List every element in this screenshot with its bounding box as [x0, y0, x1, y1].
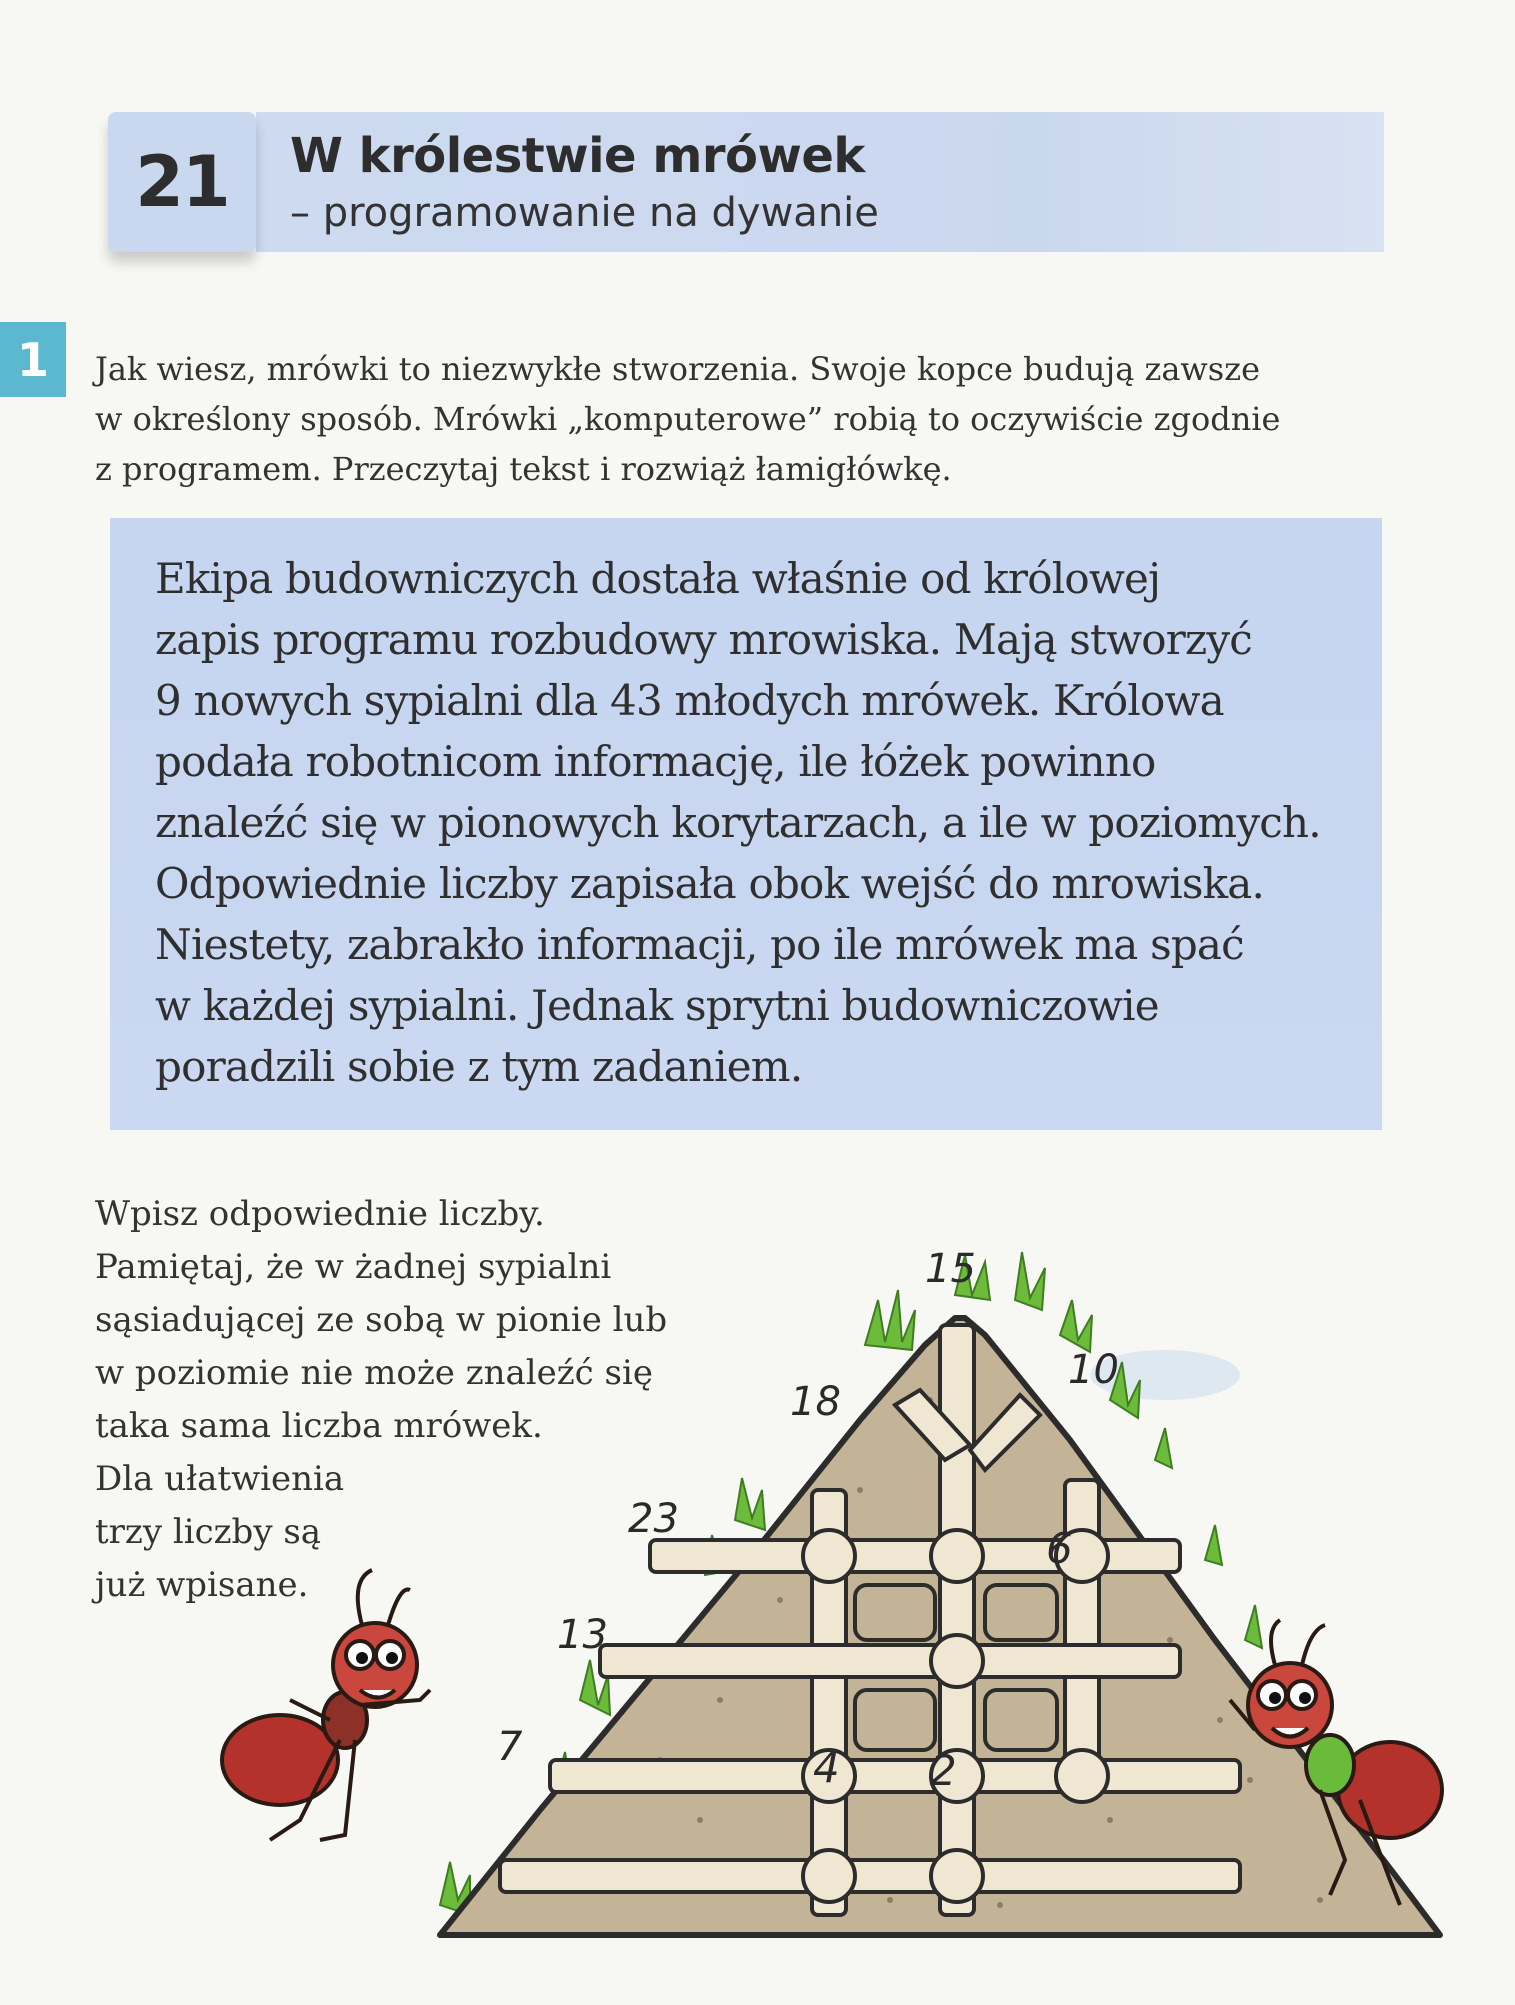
entrance-number-left-4: 7 [497, 1724, 523, 1770]
entrance-number-top: 15 [925, 1246, 976, 1292]
story-line: w każdej sypialni. Jednak sprytni budowniczowie [155, 981, 1159, 1030]
story-line: Niestety, zabrakło informacji, po ile mrówek ma spać [155, 920, 1244, 969]
story-line: poradzili sobie z tym zadaniem. [155, 1042, 803, 1091]
entrance-number-left-3: 13 [557, 1612, 608, 1658]
bedroom-chamber [855, 1690, 935, 1750]
page-title: W królestwie mrówek [290, 128, 865, 184]
entrance-number-left-1: 18 [790, 1379, 841, 1425]
ant-left-illustration [222, 1570, 430, 1840]
story-line: podała robotnicom informację, ile łóżek powinno [155, 737, 1156, 786]
given-cell-number: 4 [813, 1743, 840, 1792]
instruction-line: Pamiętaj, że w żadnej sypialni [95, 1247, 612, 1287]
instruction-line: Dla ułatwienia [95, 1459, 345, 1499]
page-subtitle: – programowanie na dywanie [290, 190, 879, 236]
intro-line: Jak wiesz, mrówki to niezwykłe stworzenia. Swoje kopce budują zawsze [95, 350, 1261, 388]
story-line: Ekipa budowniczych dostała właśnie od królowej [155, 554, 1161, 603]
instruction-line: Wpisz odpowiednie liczby. [95, 1194, 545, 1234]
bedroom-chamber [985, 1690, 1057, 1750]
bedroom-chamber [985, 1585, 1057, 1640]
story-line: 9 nowych sypialni dla 43 młodych mrówek. Królowa [155, 676, 1224, 725]
instruction-line: sąsiadującej ze sobą w pionie lub [95, 1300, 668, 1340]
instruction-line: taka sama liczba mrówek. [95, 1406, 543, 1446]
intro-line: z programem. Przeczytaj tekst i rozwiąż łamigłówkę. [95, 450, 952, 488]
bedroom-chamber [855, 1585, 935, 1640]
story-line: zapis programu rozbudowy mrowiska. Mają stworzyć [155, 615, 1252, 664]
entrance-number-left-2: 23 [628, 1496, 679, 1542]
instruction-line: trzy liczby są [95, 1512, 322, 1552]
exercise-number: 1 [16, 332, 49, 387]
story-line: znaleźć się w pionowych korytarzach, a ile w poziomych. [155, 798, 1321, 847]
story-line: Odpowiednie liczby zapisała obok wejść do mrowiska. [155, 859, 1265, 908]
chapter-number: 21 [135, 141, 229, 223]
entrance-number-right: 10 [1068, 1347, 1119, 1393]
instruction-line: już wpisane. [95, 1565, 309, 1605]
instruction-line: w poziomie nie może znaleźć się [95, 1353, 653, 1393]
intro-line: w określony sposób. Mrówki „komputerowe” robią to oczywiście zgodnie [95, 400, 1281, 438]
given-cell-number: 2 [930, 1746, 957, 1795]
given-cell-number: 6 [1046, 1524, 1073, 1573]
